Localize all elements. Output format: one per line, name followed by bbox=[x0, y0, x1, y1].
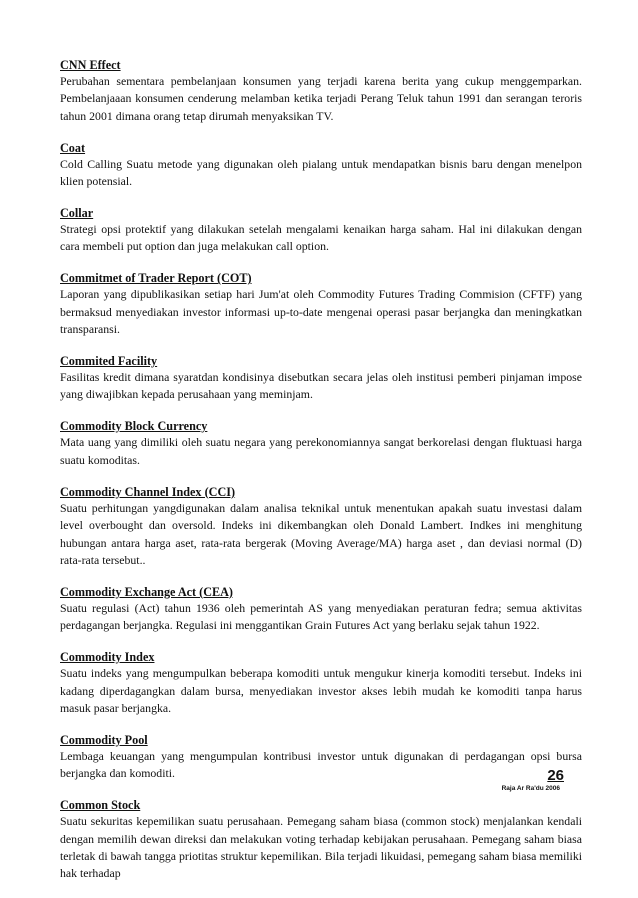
entry-definition: Perubahan sementara pembelanjaan konsumen yang terjadi karena berita yang cukup menggemparkan. Pembelanjaaan konsumen cenderung melamban ketika terjadi Perang Teluk tahun 1991 dan serangan teroris tahun 2001 dimana orang tetap dirumah menyaksikan TV. bbox=[60, 74, 582, 123]
entry-term: Commodity Channel Index (CCI) bbox=[60, 484, 236, 499]
entry-definition: Suatu indeks yang mengumpulkan beberapa komoditi untuk mengukur kinerja komoditi tersebut. Indeks ini kadang diperdagangkan dalam bursa, menyediakan investor akses lebih mudah ke komoditi tanpa harus masuk pasar berjangka. bbox=[60, 666, 582, 715]
entry-term: Commodity Pool bbox=[60, 732, 148, 747]
entry-term: Commited Facility bbox=[60, 354, 158, 369]
entry-term: Commodity Exchange Act (CEA) bbox=[60, 584, 233, 599]
entry-definition: Suatu perhitungan yangdigunakan dalam analisa teknikal untuk menentukan apakah suatu investasi dalam level overbought dan oversold. Indeks ini dikembangkan oleh Donald Lambert. Indkes ini menghitung hubungan antara harga aset, rata-rata bergerak (Moving Average/MA) harga aset , dan deviasi normal (D) rata-rata tersebut.. bbox=[60, 500, 582, 567]
entry-definition: Lembaga keuangan yang mengumpulan kontribusi investor untuk digunakan di perdagangan opsi bursa berjangka dan komoditi. bbox=[60, 748, 582, 781]
entry-definition: Suatu sekuritas kepemilikan suatu perusahaan. Pemegang saham biasa (common stock) menjalankan kendali dengan memilih dewan direksi dan melakukan voting terhadap kebijakan perusahaan. Pemegang saham biasa terletak di bawah tangga priotitas struktur kepemilikan. Bila terjadi likuidasi, pemegang saham biasa memiliki hak terhadap bbox=[60, 814, 582, 881]
entry-term: Commodity Block Currency bbox=[60, 419, 208, 434]
entry-term: Commodity Index bbox=[60, 650, 155, 665]
entry-term: Collar bbox=[60, 206, 94, 221]
entry-definition: Mata uang yang dimiliki oleh suatu negara yang perekonomiannya sangat berkorelasi dengan fluktuasi harga suatu komoditas. bbox=[60, 435, 582, 467]
entry-term: CNN Effect bbox=[60, 58, 121, 72]
entry-definition: Suatu regulasi (Act) tahun 1936 oleh pemerintah AS yang menyediakan peraturan fedra; semua aktivitas perdagangan berjangka. Regulasi ini menggantikan Grain Futures Act yang berlaku sejak tahun 1922. bbox=[60, 600, 582, 633]
entry-definition: Strategi opsi protektif yang dilakukan setelah mengalami kenaikan harga saham. Hal ini dilakukan dengan cara membeli put option dan juga melakukan call option. bbox=[60, 222, 582, 254]
glossary-entry-commodity-block-currency bbox=[60, 419, 582, 469]
footer-credit: Raja Ar Ra'du 2006 bbox=[501, 785, 560, 792]
glossary-entry-cot bbox=[60, 271, 582, 338]
entry-definition: Fasilitas kredit dimana syaratdan kondisinya disebutkan secara jelas oleh institusi pemberi pinjaman impose yang diwajibkan kepada perusahaan yang meminjam. bbox=[60, 370, 582, 402]
glossary-entry-collar bbox=[60, 206, 582, 256]
glossary-entry-commited-facility bbox=[60, 354, 582, 404]
entry-term: Coat bbox=[60, 140, 86, 155]
entry-term: Commitmet of Trader Report (COT) bbox=[60, 271, 252, 286]
glossary-entry-cci bbox=[60, 485, 582, 570]
entry-term: Common Stock bbox=[60, 798, 141, 813]
glossary-entry-commodity-index bbox=[60, 650, 582, 717]
entry-definition: Laporan yang dipublikasikan setiap hari Jum'at oleh Commodity Futures Trading Commision (CFTF) yang bermaksud menyediakan investor informasi up-to-date mengenai operasi pasar berjangka dan meningkatkan transparansi. bbox=[60, 287, 582, 337]
glossary-entry-coat bbox=[60, 141, 582, 191]
glossary-entry-cea bbox=[60, 585, 582, 635]
glossary-entry-common-stock bbox=[60, 798, 582, 883]
glossary-entry-cnn-effect bbox=[60, 58, 582, 125]
entry-definition: Cold Calling Suatu metode yang digunakan oleh pialang untuk mendapatkan bisnis baru dengan menelpon klien potensial. bbox=[60, 156, 582, 189]
page-footer bbox=[502, 768, 564, 794]
page-number: 26 bbox=[547, 767, 564, 784]
